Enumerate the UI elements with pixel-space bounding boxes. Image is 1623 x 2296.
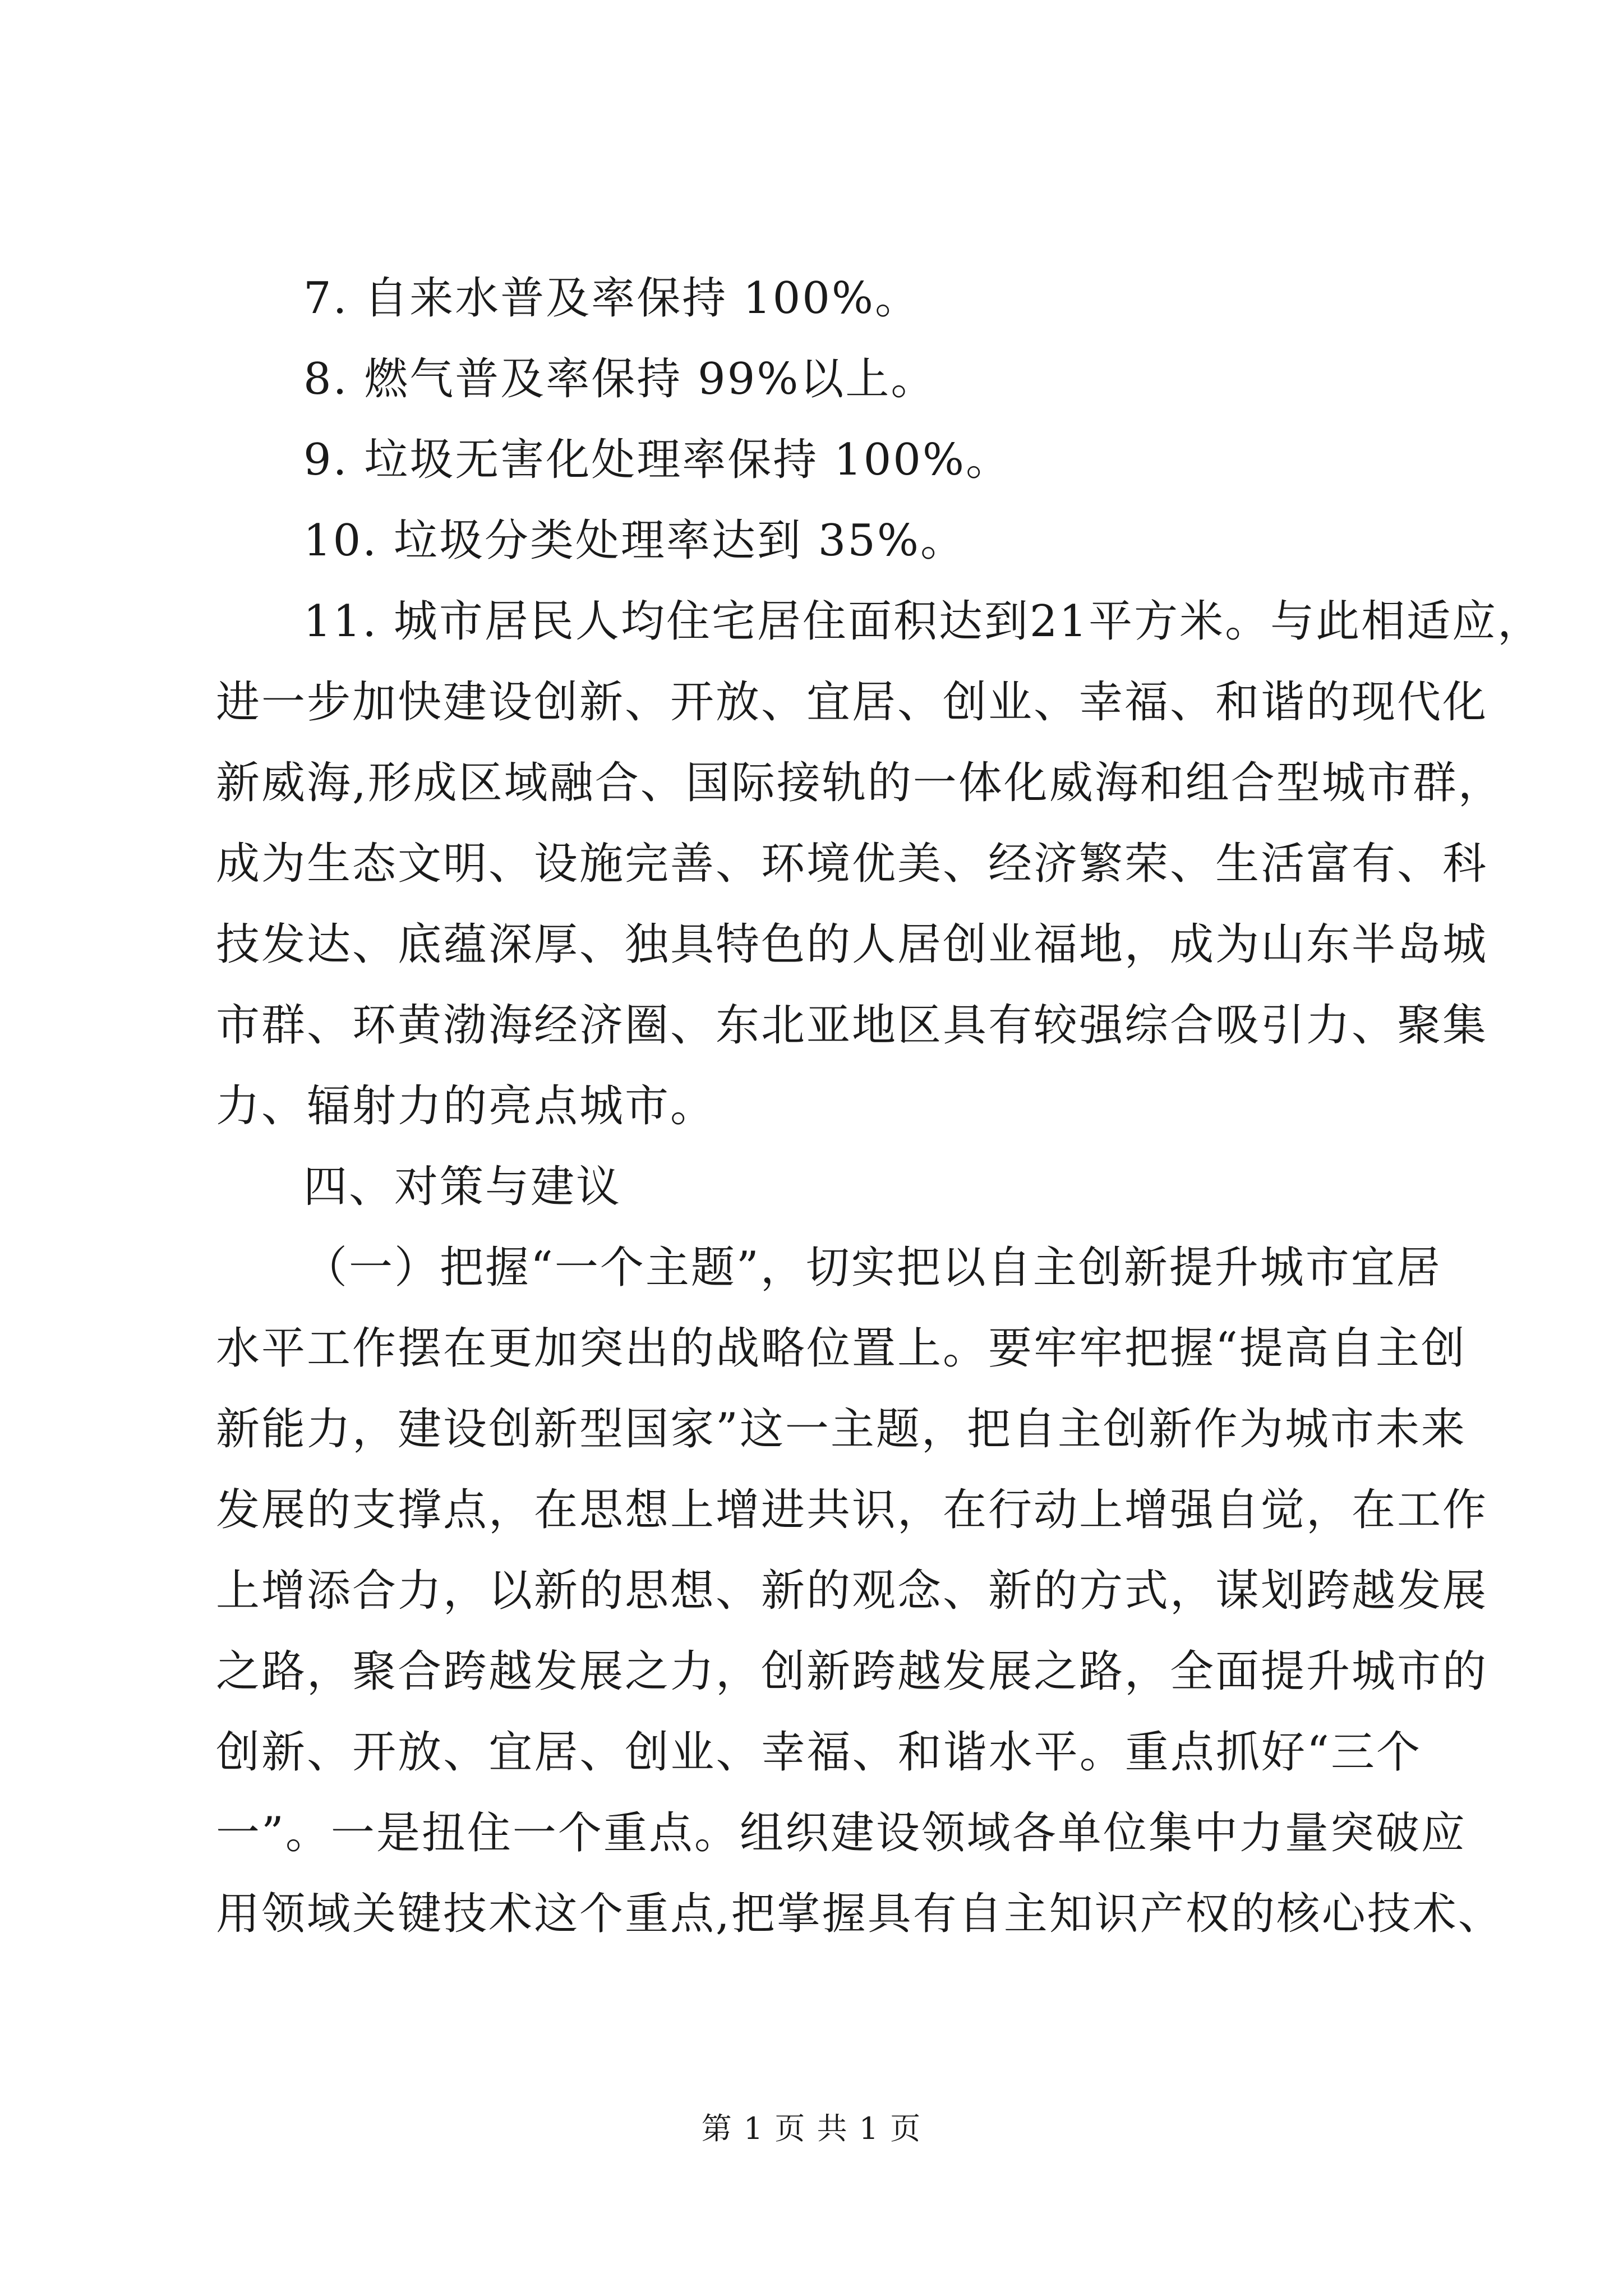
paragraph-line: 进一步加快建设创新、开放、宜居、创业、幸福、和谐的现代化 (216, 677, 1488, 728)
list-item-10: 10. 垃圾分类处理率达到 35%。 (303, 516, 966, 566)
document-body (216, 258, 1543, 1954)
paragraph-line: 11. 城市居民人均住宅居住面积达到21平方米。与此相适应， (303, 596, 1543, 647)
list-item-8: 8. 燃气普及率保持 99%以上。 (303, 354, 937, 404)
paragraph-line: 新能力，建设创新型国家”这一主题，把自主创新作为城市未来 (216, 1404, 1467, 1455)
section-heading: 四、对策与建议 (303, 1162, 622, 1212)
page-footer: 第 1 页 共 1 页 (701, 2111, 922, 2146)
paragraph-line: 成为生态文明、设施完善、环境优美、经济繁荣、生活富有、科 (216, 839, 1488, 889)
list-item-7: 7. 自来水普及率保持 100%。 (303, 273, 921, 324)
paragraph-line: 新威海,形成区域融合、国际接轨的一体化威海和组合型城市群， (216, 758, 1504, 808)
paragraph-line: 力、辐射力的亮点城市。 (216, 1081, 716, 1131)
list-item-9: 9. 垃圾无害化处理率保持 100%。 (303, 435, 1012, 485)
paragraph-line: 水平工作摆在更加突出的战略位置上。要牢牢把握“提高自主创 (216, 1323, 1467, 1374)
paragraph-line: 一”。一是扭住一个重点。组织建设领域各单位集中力量突破应 (216, 1808, 1467, 1858)
paragraph-item-11 (216, 581, 1543, 1147)
paragraph-line: 发展的支撑点，在思想上增进共识，在行动上增强自觉，在工作 (216, 1485, 1488, 1535)
paragraph-section-1 (216, 1227, 1504, 1954)
paragraph-line: 创新、开放、宜居、创业、幸福、和谐水平。重点抓好“三个 (216, 1727, 1422, 1778)
paragraph-line: 技发达、底蕴深厚、独具特色的人居创业福地，成为山东半岛城 (216, 919, 1488, 970)
paragraph-line: （一）把握“一个主题”，切实把以自主创新提升城市宜居 (303, 1243, 1442, 1293)
paragraph-line: 之路，聚合跨越发展之力，创新跨越发展之路，全面提升城市的 (216, 1646, 1488, 1697)
paragraph-line: 用领域关键技术这个重点,把掌握具有自主知识产权的核心技术、 (216, 1889, 1504, 1939)
paragraph-line: 市群、环黄渤海经济圈、东北亚地区具有较强综合吸引力、聚集 (216, 1000, 1488, 1051)
paragraph-line: 上增添合力，以新的思想、新的观念、新的方式，谋划跨越发展 (216, 1566, 1488, 1616)
